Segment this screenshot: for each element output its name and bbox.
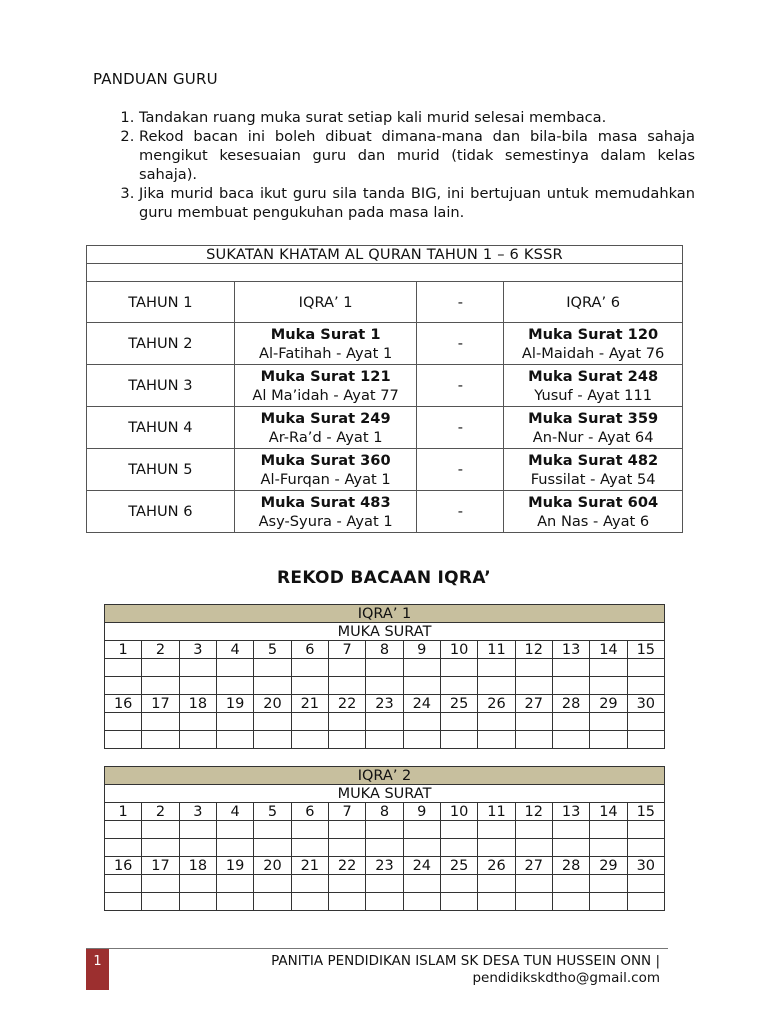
iqra-table-title: IQRA’ 1 [105,605,665,623]
guide-item: 1. Tandakan ruang muka surat setiap kali murid selesai membaca. [139,108,695,127]
record-checkbox-cell[interactable] [627,839,664,857]
record-checkbox-cell[interactable] [590,893,627,911]
page-number-box [86,949,109,990]
record-checkbox-cell[interactable] [403,677,440,695]
record-checkbox-cell[interactable] [627,677,664,695]
page-number-cell: 18 [179,857,216,875]
page-number-cell: 11 [478,641,515,659]
record-checkbox-cell[interactable] [328,821,365,839]
page-number-cell: 7 [328,803,365,821]
page-number-cell: 7 [328,641,365,659]
page-number-cell: 9 [403,641,440,659]
page-number-cell: 23 [366,695,403,713]
to-page: Muka Surat 604 [528,493,659,511]
record-checkbox-cell[interactable] [552,659,589,677]
record-checkbox-cell[interactable] [216,875,253,893]
record-checkbox-cell[interactable] [366,893,403,911]
page-number-cell: 27 [515,695,552,713]
dash-cell: - [417,407,504,449]
page-number-cell: 28 [552,857,589,875]
guide-item: 2. Rekod bacan ini boleh dibuat dimana-mana dan bila-bila masa sahaja mengikut kesesuaian guru dan murid (tidak semestinya dalam kelas sahaja). [139,127,695,184]
page-number-cell: 26 [478,857,515,875]
record-checkbox-cell[interactable] [254,659,291,677]
record-checkbox-cell[interactable] [478,713,515,731]
dash-cell: - [417,449,504,491]
record-checkbox-cell[interactable] [627,731,664,749]
page-number-cell: 25 [440,695,477,713]
record-checkbox-cell[interactable] [590,821,627,839]
record-checkbox-cell[interactable] [105,839,142,857]
page-number-cell: 8 [366,641,403,659]
record-checkbox-cell[interactable] [515,839,552,857]
page-number-cell: 9 [403,803,440,821]
to-cell: IQRA’ 6 [504,282,683,323]
record-checkbox-cell[interactable] [142,821,179,839]
record-checkbox-cell[interactable] [403,839,440,857]
to-cell [504,491,683,533]
record-checkbox-cell[interactable] [366,659,403,677]
record-checkbox-cell[interactable] [328,731,365,749]
page-number-cell: 6 [291,641,328,659]
record-checkbox-cell[interactable] [216,731,253,749]
record-checkbox-cell[interactable] [328,677,365,695]
page-number-cell: 16 [105,695,142,713]
record-checkbox-cell[interactable] [105,731,142,749]
record-checkbox-cell[interactable] [291,893,328,911]
page-number: 1 [93,954,102,969]
page-number-cell: 20 [254,695,291,713]
page-number-cell: 13 [552,641,589,659]
record-checkbox-cell[interactable] [590,677,627,695]
record-checkbox-cell[interactable] [142,731,179,749]
record-checkbox-cell[interactable] [552,713,589,731]
page-number-cell: 17 [142,857,179,875]
page-number-cell: 15 [627,641,664,659]
to-cell [504,323,683,365]
record-checkbox-cell[interactable] [328,893,365,911]
record-checkbox-cell[interactable] [179,713,216,731]
to-page: Muka Surat 248 [528,367,659,385]
record-checkbox-cell[interactable] [216,677,253,695]
record-checkbox-cell[interactable] [552,731,589,749]
page-number-cell: 20 [254,857,291,875]
record-checkbox-cell[interactable] [105,875,142,893]
record-checkbox-cell[interactable] [515,659,552,677]
to-surah: An Nas - Ayat 6 [537,512,650,530]
record-checkbox-cell[interactable] [179,659,216,677]
page-number-cell: 10 [440,641,477,659]
record-checkbox-cell[interactable] [627,875,664,893]
from-page: Muka Surat 1 [270,325,381,343]
guide-item: 3. Jika murid baca ikut guru sila tanda BIG, ini bertujuan untuk memudahkan guru membuat pengukuhan pada masa lain. [139,184,695,222]
page-number-cell: 8 [366,803,403,821]
record-checkbox-cell[interactable] [627,659,664,677]
record-checkbox-cell[interactable] [328,713,365,731]
iqra-2-table [104,766,665,911]
record-checkbox-cell[interactable] [254,713,291,731]
page-number-cell: 6 [291,803,328,821]
muka-surat-header: MUKA SURAT [105,623,665,641]
record-checkbox-cell[interactable] [515,713,552,731]
record-checkbox-cell[interactable] [515,821,552,839]
record-checkbox-cell[interactable] [478,839,515,857]
tahun-cell: TAHUN 2 [87,323,235,365]
dash-cell: - [417,282,504,323]
record-checkbox-cell[interactable] [627,893,664,911]
record-checkbox-cell[interactable] [403,659,440,677]
record-checkbox-cell[interactable] [627,713,664,731]
record-checkbox-cell[interactable] [254,677,291,695]
page-number-cell: 29 [590,857,627,875]
record-checkbox-cell[interactable] [627,821,664,839]
record-checkbox-cell[interactable] [142,677,179,695]
record-checkbox-cell[interactable] [478,659,515,677]
to-surah: Al-Maidah - Ayat 76 [521,344,665,362]
sukatan-title: SUKATAN KHATAM AL QURAN TAHUN 1 – 6 KSSR [87,246,683,264]
sukatan-table [86,245,683,533]
guide-title: PANDUAN GURU [93,70,218,88]
record-checkbox-cell[interactable] [328,659,365,677]
tahun-cell: TAHUN 4 [87,407,235,449]
record-checkbox-cell[interactable] [552,839,589,857]
page-number-cell: 2 [142,803,179,821]
page-number-cell: 5 [254,641,291,659]
record-checkbox-cell[interactable] [440,731,477,749]
record-checkbox-cell[interactable] [440,821,477,839]
to-cell [504,365,683,407]
to-surah: Yusuf - Ayat 111 [534,386,653,404]
page-number-cell: 16 [105,857,142,875]
record-checkbox-cell[interactable] [515,731,552,749]
record-checkbox-cell[interactable] [366,839,403,857]
record-checkbox-cell[interactable] [291,677,328,695]
page-number-cell: 22 [328,695,365,713]
page-number-cell: 5 [254,803,291,821]
record-checkbox-cell[interactable] [142,893,179,911]
record-checkbox-cell[interactable] [552,893,589,911]
record-checkbox-cell[interactable] [366,677,403,695]
record-checkbox-cell[interactable] [254,821,291,839]
page-number-cell: 1 [105,641,142,659]
record-checkbox-cell[interactable] [440,839,477,857]
record-checkbox-cell[interactable] [403,713,440,731]
page-number-cell: 11 [478,803,515,821]
from-cell [234,449,417,491]
record-checkbox-cell[interactable] [216,659,253,677]
record-checkbox-cell[interactable] [366,731,403,749]
page-number-cell: 17 [142,695,179,713]
page-number-cell: 22 [328,857,365,875]
to-cell [504,407,683,449]
from-cell [234,491,417,533]
record-checkbox-cell[interactable] [590,839,627,857]
from-surah: Asy-Syura - Ayat 1 [258,512,393,530]
from-surah: Al Ma’idah - Ayat 77 [252,386,399,404]
dash-cell: - [417,323,504,365]
record-checkbox-cell[interactable] [254,731,291,749]
page-number-cell: 19 [216,857,253,875]
footer-text [271,953,660,987]
page-number-cell: 14 [590,641,627,659]
record-checkbox-cell[interactable] [254,839,291,857]
iqra-1-table [104,604,665,749]
record-checkbox-cell[interactable] [291,731,328,749]
page-number-cell: 23 [366,857,403,875]
record-checkbox-cell[interactable] [142,839,179,857]
record-checkbox-cell[interactable] [105,893,142,911]
record-checkbox-cell[interactable] [179,731,216,749]
tahun-cell: TAHUN 3 [87,365,235,407]
page-number-cell: 25 [440,857,477,875]
record-checkbox-cell[interactable] [366,713,403,731]
guide-list [118,108,695,222]
from-surah: Al-Furqan - Ayat 1 [260,470,391,488]
record-checkbox-cell[interactable] [179,839,216,857]
from-cell [234,407,417,449]
record-checkbox-cell[interactable] [216,821,253,839]
record-checkbox-cell[interactable] [515,893,552,911]
tahun-cell: TAHUN 6 [87,491,235,533]
record-checkbox-cell[interactable] [478,821,515,839]
page-number-cell: 4 [216,641,253,659]
tahun-cell: TAHUN 5 [87,449,235,491]
page-number-cell: 24 [403,695,440,713]
dash-cell: - [417,491,504,533]
record-checkbox-cell[interactable] [291,875,328,893]
record-checkbox-cell[interactable] [552,875,589,893]
footer-email[interactable]: pendidikskdtho@gmail.com [472,970,660,986]
record-checkbox-cell[interactable] [366,821,403,839]
page-number-cell: 19 [216,695,253,713]
record-checkbox-cell[interactable] [515,677,552,695]
page-number-cell: 3 [179,803,216,821]
record-checkbox-cell[interactable] [179,875,216,893]
from-cell [234,365,417,407]
to-surah: An-Nur - Ayat 64 [532,428,654,446]
from-page: Muka Surat 249 [260,409,391,427]
record-checkbox-cell[interactable] [291,713,328,731]
record-checkbox-cell[interactable] [403,875,440,893]
to-page: Muka Surat 359 [528,409,659,427]
page-number-cell: 4 [216,803,253,821]
to-page: Muka Surat 120 [528,325,659,343]
record-checkbox-cell[interactable] [440,893,477,911]
page-number-cell: 28 [552,695,589,713]
record-checkbox-cell[interactable] [440,875,477,893]
record-checkbox-cell[interactable] [105,659,142,677]
from-page: Muka Surat 483 [260,493,391,511]
page-number-cell: 10 [440,803,477,821]
record-checkbox-cell[interactable] [105,821,142,839]
record-checkbox-cell[interactable] [590,731,627,749]
record-checkbox-cell[interactable] [254,893,291,911]
page-number-cell: 29 [590,695,627,713]
record-checkbox-cell[interactable] [142,659,179,677]
record-checkbox-cell[interactable] [515,875,552,893]
to-cell [504,449,683,491]
record-checkbox-cell[interactable] [142,875,179,893]
from-page: Muka Surat 121 [260,367,391,385]
page-number-cell: 21 [291,857,328,875]
from-cell [234,323,417,365]
page-number-cell: 27 [515,857,552,875]
record-checkbox-cell[interactable] [440,713,477,731]
to-surah: Fussilat - Ayat 54 [530,470,656,488]
record-checkbox-cell[interactable] [216,893,253,911]
page-number-cell: 2 [142,641,179,659]
record-checkbox-cell[interactable] [403,731,440,749]
record-checkbox-cell[interactable] [478,731,515,749]
record-checkbox-cell[interactable] [328,875,365,893]
record-checkbox-cell[interactable] [216,713,253,731]
record-checkbox-cell[interactable] [291,839,328,857]
record-checkbox-cell[interactable] [440,659,477,677]
from-surah: Ar-Ra’d - Ayat 1 [268,428,383,446]
record-checkbox-cell[interactable] [590,713,627,731]
record-checkbox-cell[interactable] [552,677,589,695]
page-number-cell: 26 [478,695,515,713]
rekod-title: REKOD BACAAN IQRA’ [277,568,491,588]
from-cell: IQRA’ 1 [234,282,417,323]
record-checkbox-cell[interactable] [179,893,216,911]
page-number-cell: 12 [515,641,552,659]
from-page: Muka Surat 360 [260,451,391,469]
muka-surat-header: MUKA SURAT [105,785,665,803]
record-checkbox-cell[interactable] [440,677,477,695]
page-number-cell: 18 [179,695,216,713]
page-number-cell: 21 [291,695,328,713]
sukatan-blank-row [87,264,683,282]
record-checkbox-cell[interactable] [478,677,515,695]
record-checkbox-cell[interactable] [590,875,627,893]
page-number-cell: 30 [627,857,664,875]
to-page: Muka Surat 482 [528,451,659,469]
page-number-cell: 15 [627,803,664,821]
page-number-cell: 30 [627,695,664,713]
record-checkbox-cell[interactable] [478,893,515,911]
page-number-cell: 3 [179,641,216,659]
record-checkbox-cell[interactable] [478,875,515,893]
page-number-cell: 1 [105,803,142,821]
record-checkbox-cell[interactable] [590,659,627,677]
record-checkbox-cell[interactable] [105,713,142,731]
record-checkbox-cell[interactable] [403,893,440,911]
record-checkbox-cell[interactable] [254,875,291,893]
record-checkbox-cell[interactable] [216,839,253,857]
page-number-cell: 14 [590,803,627,821]
from-surah: Al-Fatihah - Ayat 1 [258,344,393,362]
record-checkbox-cell[interactable] [366,875,403,893]
iqra-table-title: IQRA’ 2 [105,767,665,785]
footer-divider [86,948,668,949]
record-checkbox-cell[interactable] [403,821,440,839]
record-checkbox-cell[interactable] [328,839,365,857]
page-number-cell: 24 [403,857,440,875]
record-checkbox-cell[interactable] [179,677,216,695]
record-checkbox-cell[interactable] [179,821,216,839]
dash-cell: - [417,365,504,407]
record-checkbox-cell[interactable] [142,713,179,731]
record-checkbox-cell[interactable] [105,677,142,695]
record-checkbox-cell[interactable] [291,821,328,839]
page-number-cell: 12 [515,803,552,821]
tahun-cell: TAHUN 1 [87,282,235,323]
page-number-cell: 13 [552,803,589,821]
footer-school: PANITIA PENDIDIKAN ISLAM SK DESA TUN HUSSEIN ONN | [271,953,660,969]
record-checkbox-cell[interactable] [291,659,328,677]
record-checkbox-cell[interactable] [552,821,589,839]
